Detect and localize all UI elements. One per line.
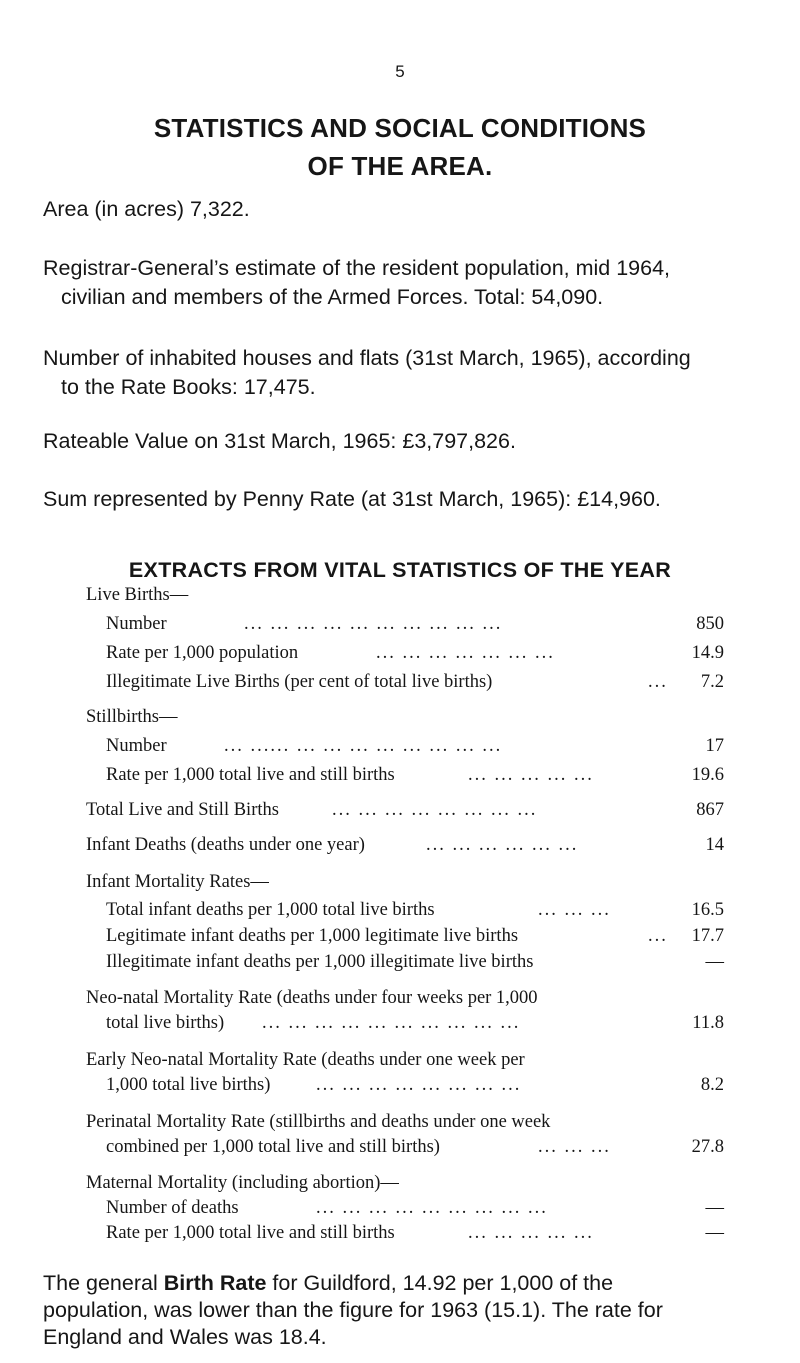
stat-value: — bbox=[705, 1198, 724, 1218]
leader-dots: ... ... ... ... ... ... ... bbox=[376, 643, 555, 663]
penny-rate: Sum represented by Penny Rate (at 31st March, 1965): £14,960. bbox=[43, 487, 661, 511]
stat-label: Rate per 1,000 total live and still births bbox=[106, 1223, 395, 1243]
footer-text-line-2: population, was lower than the figure for 1963 (15.1). The rate for bbox=[43, 1298, 663, 1322]
neonatal-rate-line-1: Neo-natal Mortality Rate (deaths under four weeks per 1,000 bbox=[86, 988, 538, 1008]
houses-line-1: Number of inhabited houses and flats (31st March, 1965), according bbox=[43, 346, 691, 370]
stat-value: 867 bbox=[696, 800, 724, 820]
leader-dots: ... ... ... ... ... bbox=[468, 1223, 594, 1243]
stat-label: Infant Deaths (deaths under one year) bbox=[86, 835, 365, 855]
stat-value: 850 bbox=[696, 614, 724, 634]
stat-value: 14 bbox=[705, 835, 724, 855]
stat-row bbox=[106, 1011, 724, 1035]
leader-dots: ... ... ... ... ... ... ... ... ... ... bbox=[244, 614, 503, 634]
leader-dots: ... ... ... ... ... bbox=[468, 765, 594, 785]
stat-value: — bbox=[705, 952, 724, 972]
stat-value: 7.2 bbox=[700, 672, 724, 692]
stat-label: Rate per 1,000 population bbox=[106, 643, 299, 663]
population-line-1: Registrar-General’s estimate of the resident population, mid 1964, bbox=[43, 256, 671, 280]
leader-dots: ... ... ... ... ... ... ... ... ... bbox=[316, 1198, 548, 1218]
stat-row bbox=[106, 1135, 724, 1159]
stat-label: Illegitimate infant deaths per 1,000 illegitimate live births bbox=[106, 952, 534, 972]
stat-row bbox=[106, 763, 724, 787]
stat-label: Number of deaths bbox=[106, 1198, 239, 1218]
stat-row bbox=[106, 950, 724, 974]
stat-label: combined per 1,000 total live and still births) bbox=[106, 1137, 440, 1157]
stat-label: Legitimate infant deaths per 1,000 legitimate live births bbox=[106, 926, 519, 946]
perinatal-line-1: Perinatal Mortality Rate (stillbirths and deaths under one week bbox=[86, 1112, 551, 1132]
stat-label: Number bbox=[106, 736, 167, 756]
stat-row bbox=[86, 798, 724, 822]
stat-value: — bbox=[705, 1223, 724, 1243]
stat-row bbox=[106, 612, 724, 636]
inhabited-houses bbox=[43, 344, 753, 402]
stillbirths-heading: Stillbirths— bbox=[86, 707, 178, 727]
stat-value: 8.2 bbox=[700, 1075, 724, 1095]
page-title-line-2: OF THE AREA. bbox=[307, 151, 493, 181]
stat-row bbox=[106, 924, 724, 948]
leader-dots: ... ... ... bbox=[538, 900, 611, 920]
stat-label: Number bbox=[106, 614, 167, 634]
houses-line-2: to the Rate Books: 17,475. bbox=[61, 375, 316, 399]
stat-value: 27.8 bbox=[691, 1137, 724, 1157]
page-number: 5 bbox=[395, 62, 405, 81]
stat-value: 11.8 bbox=[692, 1013, 724, 1033]
stat-label: total live births) bbox=[106, 1013, 225, 1033]
birth-rate-summary bbox=[43, 1270, 757, 1351]
extracts-heading: EXTRACTS FROM VITAL STATISTICS OF THE YEAR bbox=[128, 558, 672, 582]
early-neonatal-line-1: Early Neo-natal Mortality Rate (deaths under one week per bbox=[86, 1050, 525, 1070]
leader-dots: ... ... ... ... ... ... ... ... ... ... bbox=[262, 1013, 521, 1033]
stat-label: Illegitimate Live Births (per cent of total live births) bbox=[106, 672, 493, 692]
stat-label: 1,000 total live births) bbox=[106, 1075, 271, 1095]
stat-value: 14.9 bbox=[691, 643, 724, 663]
footer-text-line-1: for Guildford, 14.92 per 1,000 of the bbox=[266, 1271, 614, 1295]
stat-value: 16.5 bbox=[691, 900, 724, 920]
stat-row bbox=[106, 1221, 724, 1245]
leader-dots: ... ... ... ... ... ... bbox=[426, 835, 579, 855]
stat-value: 19.6 bbox=[691, 765, 724, 785]
rateable-value: Rateable Value on 31st March, 1965: £3,797,826. bbox=[43, 429, 516, 453]
leader-dots: ... bbox=[648, 672, 668, 692]
stat-value: 17 bbox=[705, 736, 724, 756]
leader-dots: ... ... ... ... ... ... ... ... bbox=[332, 800, 538, 820]
stat-label: Total Live and Still Births bbox=[86, 800, 279, 820]
stat-row bbox=[86, 833, 724, 857]
area-statement: Area (in acres) 7,322. bbox=[43, 197, 250, 221]
stat-row bbox=[106, 1073, 724, 1097]
leader-dots: ... bbox=[648, 926, 668, 946]
birth-rate-term: Birth Rate bbox=[163, 1271, 267, 1295]
stat-label: Rate per 1,000 total live and still births bbox=[106, 765, 395, 785]
page-title-line-1: STATISTICS AND SOCIAL CONDITIONS bbox=[153, 113, 647, 143]
live-births-heading: Live Births— bbox=[86, 585, 189, 605]
stat-row bbox=[106, 898, 724, 922]
infant-mortality-heading: Infant Mortality Rates— bbox=[86, 872, 269, 892]
stat-value: 17.7 bbox=[691, 926, 724, 946]
footer-text-pre: The general bbox=[43, 1271, 164, 1295]
stat-row bbox=[106, 1196, 724, 1220]
stat-label: Total infant deaths per 1,000 total live births bbox=[106, 900, 435, 920]
footer-text-line-3: England and Wales was 18.4. bbox=[43, 1325, 327, 1349]
population-line-2: civilian and members of the Armed Forces. Total: 54,090. bbox=[61, 285, 604, 309]
stat-row bbox=[106, 641, 724, 665]
leader-dots: ... ... ... bbox=[538, 1137, 611, 1157]
leader-dots: ... ...... ... ... ... ... ... ... ... ... bbox=[224, 736, 503, 756]
stat-row bbox=[106, 670, 724, 694]
population-estimate bbox=[43, 254, 753, 312]
maternal-mortality-heading: Maternal Mortality (including abortion)— bbox=[86, 1173, 399, 1193]
stat-row bbox=[106, 734, 724, 758]
leader-dots: ... ... ... ... ... ... ... ... bbox=[316, 1075, 522, 1095]
